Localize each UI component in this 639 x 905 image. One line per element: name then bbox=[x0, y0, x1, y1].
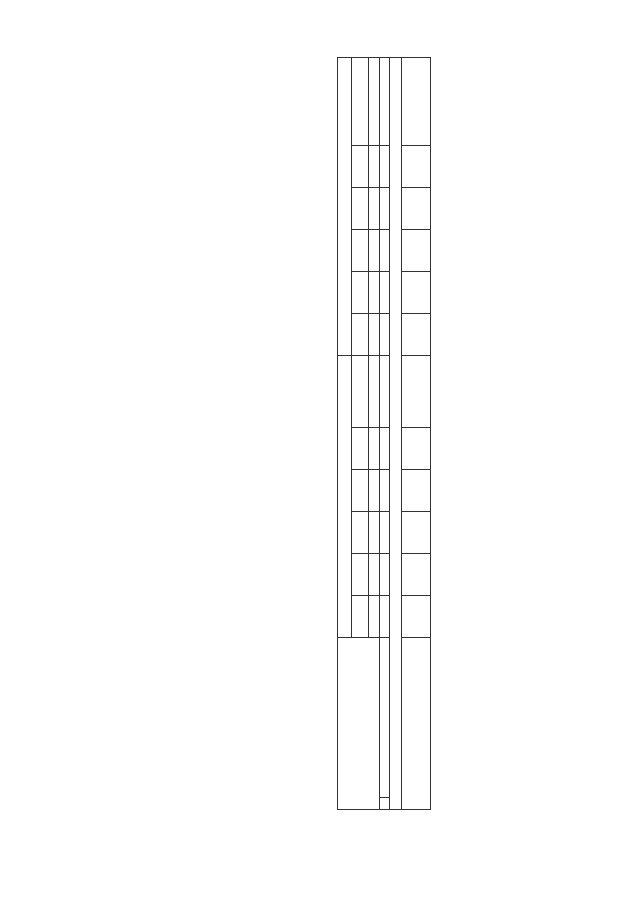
total-people-cell bbox=[402, 229, 431, 271]
year-header bbox=[352, 554, 369, 596]
col-number bbox=[380, 271, 390, 313]
header-area-group bbox=[338, 355, 352, 637]
year-header bbox=[352, 512, 369, 554]
year-header bbox=[352, 355, 369, 427]
total-area-cell bbox=[402, 512, 431, 554]
year-header bbox=[352, 428, 369, 470]
unit-cell bbox=[369, 470, 380, 512]
year-header bbox=[352, 470, 369, 512]
col-number bbox=[380, 554, 390, 596]
col-number bbox=[380, 638, 390, 798]
total-people-cell bbox=[402, 271, 431, 313]
unit-cell bbox=[369, 187, 380, 229]
header-name bbox=[338, 638, 380, 810]
total-people-cell bbox=[402, 313, 431, 355]
total-area-cell bbox=[402, 355, 431, 427]
year-header bbox=[352, 271, 369, 313]
indicators-table bbox=[337, 57, 431, 810]
col-number bbox=[380, 313, 390, 355]
year-header bbox=[352, 313, 369, 355]
year-header bbox=[352, 57, 369, 145]
total-people-cell bbox=[402, 187, 431, 229]
year-header bbox=[352, 229, 369, 271]
col-number bbox=[380, 512, 390, 554]
col-number bbox=[380, 470, 390, 512]
unit-cell bbox=[369, 355, 380, 427]
unit-cell bbox=[369, 596, 380, 638]
col-number bbox=[380, 57, 390, 145]
col-number bbox=[380, 355, 390, 427]
unit-cell bbox=[369, 512, 380, 554]
total-row bbox=[402, 57, 431, 809]
total-area-cell bbox=[402, 554, 431, 596]
header-people-group bbox=[338, 57, 352, 355]
unit-cell bbox=[369, 554, 380, 596]
unit-cell bbox=[369, 145, 380, 187]
total-area-cell bbox=[402, 470, 431, 512]
col-number bbox=[380, 187, 390, 229]
total-area-cell bbox=[402, 596, 431, 638]
total-label bbox=[402, 638, 431, 810]
stage-label bbox=[390, 57, 402, 809]
unit-cell bbox=[369, 313, 380, 355]
unit-cell bbox=[369, 229, 380, 271]
col-number bbox=[380, 428, 390, 470]
total-area-cell bbox=[402, 428, 431, 470]
unit-cell bbox=[369, 271, 380, 313]
unit-cell bbox=[369, 57, 380, 145]
year-header bbox=[352, 145, 369, 187]
col-number bbox=[380, 798, 390, 810]
col-number bbox=[380, 229, 390, 271]
year-header bbox=[352, 187, 369, 229]
total-people-cell bbox=[402, 57, 431, 145]
col-number bbox=[380, 596, 390, 638]
year-header bbox=[352, 596, 369, 638]
total-people-cell bbox=[402, 145, 431, 187]
col-number bbox=[380, 145, 390, 187]
unit-cell bbox=[369, 428, 380, 470]
